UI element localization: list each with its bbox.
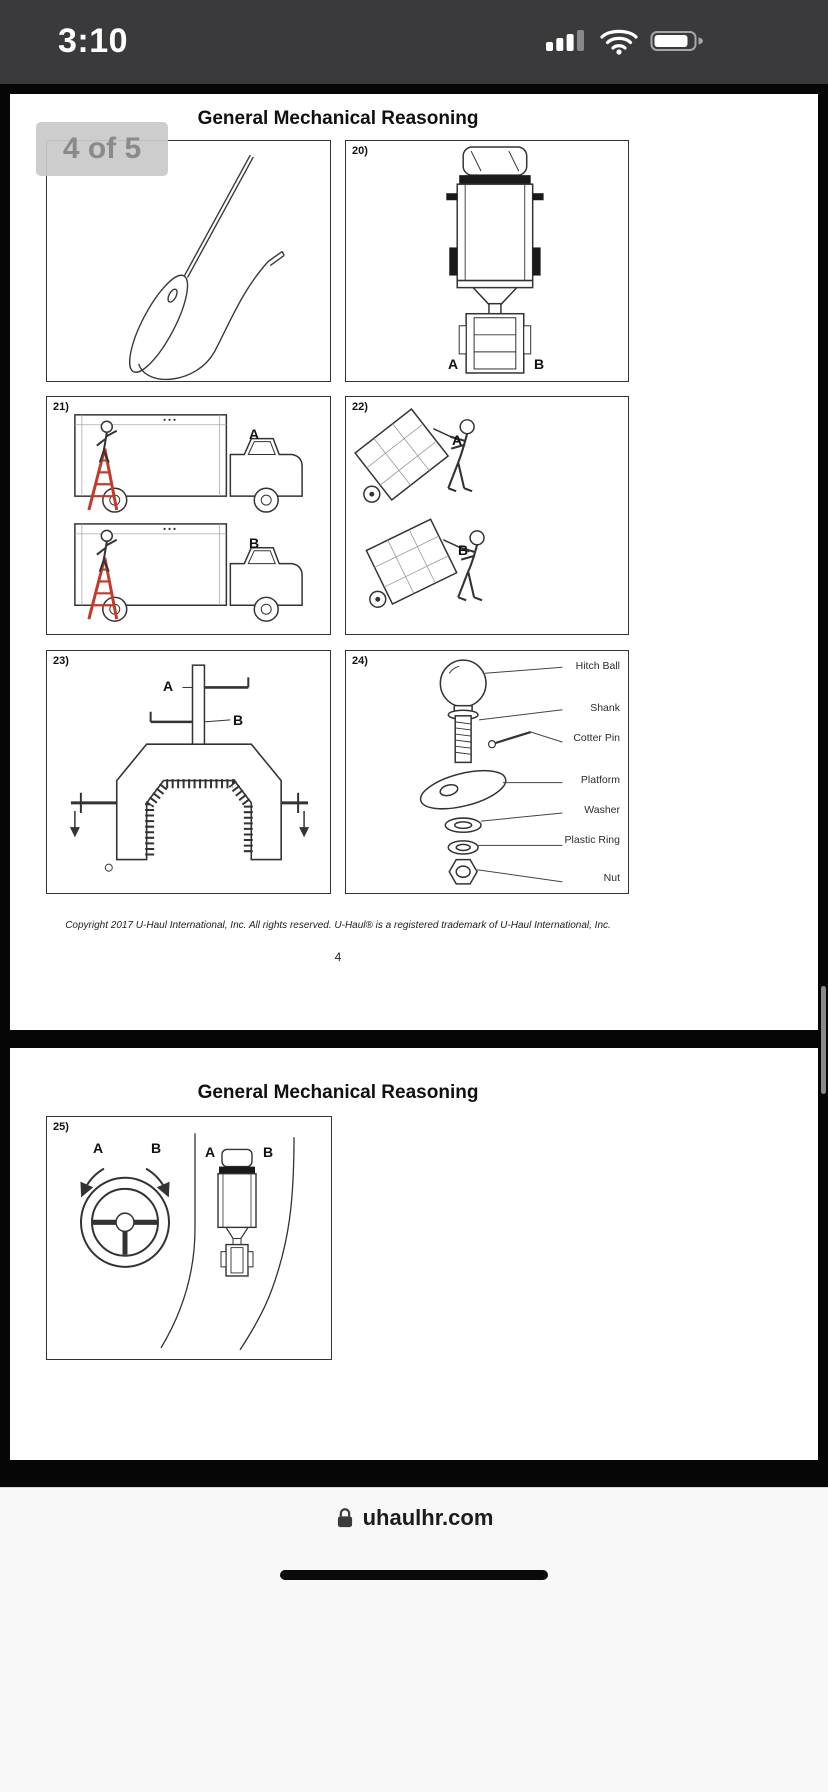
question-number: 20)	[352, 145, 368, 157]
scrollbar[interactable]	[821, 986, 826, 1094]
question-25-panel	[46, 1116, 332, 1360]
option-a-label: A	[448, 356, 459, 372]
page-number: 4	[334, 950, 342, 964]
status-icons	[546, 27, 706, 55]
page-title: General Mechanical Reasoning	[197, 1082, 479, 1103]
safari-bottom-bar	[0, 1487, 828, 1792]
hitch-part-label-hitch-ball: Hitch Ball	[575, 660, 620, 672]
steering-wheel-road-figure	[47, 1117, 331, 1359]
page-title: General Mechanical Reasoning	[197, 108, 479, 129]
hitch-part-label-washer: Washer	[584, 804, 620, 816]
question-22-panel	[345, 396, 629, 635]
road-option-a-label: A	[205, 1144, 216, 1160]
hitch-part-label-platform: Platform	[580, 774, 620, 786]
option-a-label: A	[163, 678, 174, 694]
option-b-label: B	[249, 535, 260, 551]
pdf-viewer	[0, 84, 828, 1487]
option-a-label: A	[452, 432, 463, 448]
battery-icon	[650, 27, 706, 55]
copyright-text: Copyright 2017 U-Haul International, Inc. All rights reserved. U-Haul® is a registered trademark of U-Haul International, Inc.	[65, 920, 611, 931]
pdf-page-5	[10, 1048, 818, 1460]
truck-ladder-figure	[47, 397, 330, 634]
question-21-panel	[46, 396, 331, 635]
question-23-panel	[46, 650, 331, 894]
option-a-label: A	[249, 426, 260, 442]
url-bar[interactable]	[0, 1500, 828, 1536]
truck-trailer-figure	[346, 141, 628, 381]
pdf-page-4	[10, 94, 818, 1030]
question-number: 23)	[53, 655, 69, 667]
hitch-part-label-plastic-ring: Plastic Ring	[564, 834, 620, 846]
url-text: uhaulhr.com	[362, 1505, 494, 1530]
question-number: 21)	[53, 401, 69, 413]
brush-caster-figure	[47, 651, 330, 893]
question-number: 25)	[53, 1121, 69, 1133]
lock-icon	[335, 1505, 355, 1531]
hitch-part-label-cotter-pin: Cotter Pin	[573, 732, 620, 744]
question-20-panel	[345, 140, 629, 382]
wifi-icon	[599, 27, 639, 55]
question-number: 24)	[352, 655, 368, 667]
home-indicator[interactable]	[280, 1570, 548, 1580]
question-number: 22)	[352, 401, 368, 413]
option-b-label: B	[233, 712, 244, 728]
cellular-signal-icon	[546, 27, 588, 55]
road-option-b-label: B	[263, 1144, 274, 1160]
question-19-panel	[46, 140, 331, 382]
wheel-option-b-label: B	[151, 1140, 162, 1156]
clock-time: 3:10	[58, 22, 129, 60]
question-24-panel	[345, 650, 629, 894]
awl-tool-figure	[47, 141, 330, 381]
hand-truck-figure	[346, 397, 628, 634]
wheel-option-a-label: A	[93, 1140, 104, 1156]
option-b-label: B	[458, 542, 469, 558]
option-b-label: B	[534, 356, 545, 372]
hitch-part-label-nut: Nut	[603, 872, 620, 884]
page-indicator-badge: 4 of 5	[36, 122, 168, 176]
hitch-part-label-shank: Shank	[590, 702, 620, 714]
hitch-ball-assembly-figure	[346, 651, 628, 893]
status-bar	[0, 0, 828, 84]
